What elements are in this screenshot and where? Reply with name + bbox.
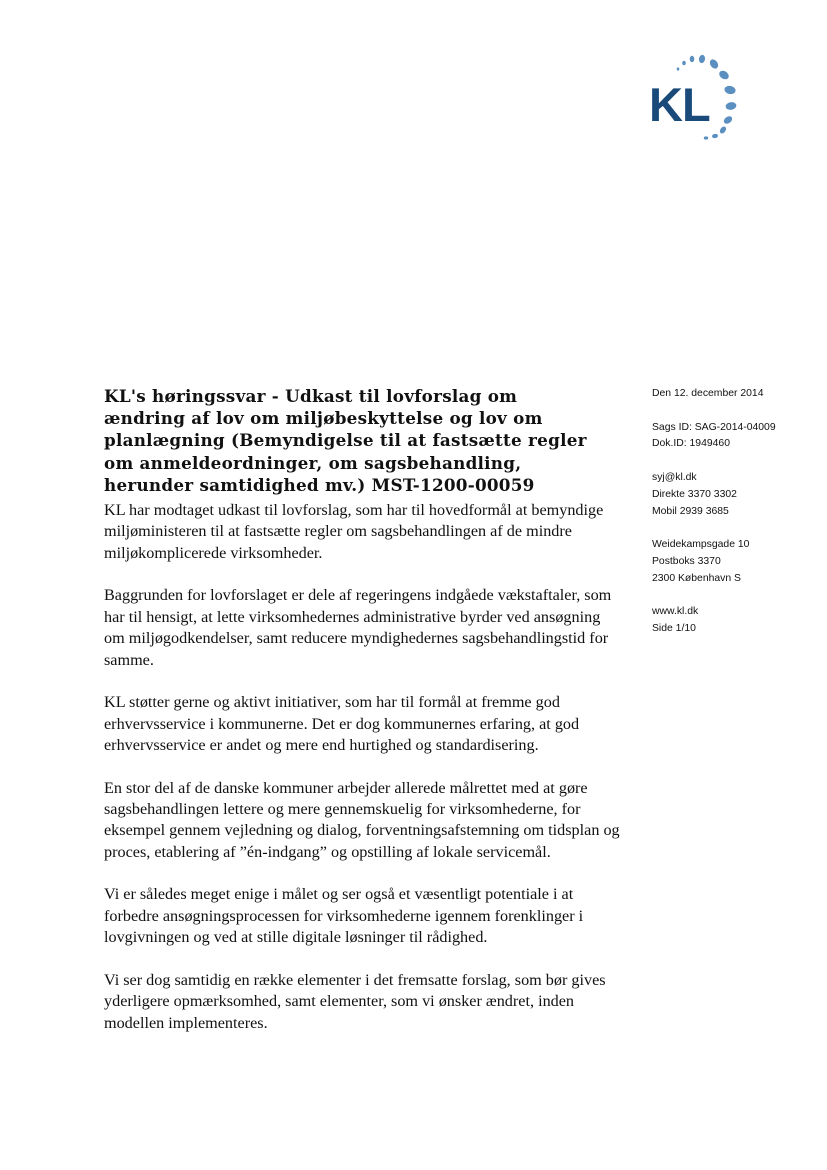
kl-logo [644, 52, 752, 142]
page-number: Side 1/10 [652, 623, 696, 635]
contact-email[interactable]: syj@kl.dk [652, 471, 697, 483]
case-id: Sags ID: SAG-2014-04009 [652, 421, 776, 433]
website-link[interactable]: www.kl.dk [652, 606, 699, 618]
postal-city: 2300 København S [652, 572, 741, 584]
address-group [652, 537, 817, 587]
logo-text: KL [649, 78, 710, 131]
mobile-phone: Mobil 2939 3685 [652, 505, 729, 517]
document-title: KL's høringssvar - Udkast til lovforslag om ændring af lov om miljøbeskyttelse og lov om planlægning (Bemyndigelse til at fastsætte regler om anmeldeordninger, om sagsbehandling, herunder samtidighed mv.) MST-1200-00059 [104, 386, 587, 495]
paragraph-6: Vi ser dog samtidig en række elementer i det fremsatte forslag, som bør gives yderligere opmærksomhed, samt elementer, som vi ønsker ændret, inden modellen implementeres. [104, 970, 606, 1032]
id-group [652, 420, 817, 454]
street-address: Weidekampsgade 10 [652, 539, 750, 551]
po-box: Postboks 3370 [652, 555, 721, 567]
direct-phone: Direkte 3370 3302 [652, 488, 737, 500]
document-id: Dok.ID: 1949460 [652, 438, 730, 450]
web-group [652, 604, 817, 638]
paragraph-2: Baggrunden for lovforslaget er dele af regeringens indgåede vækstaftaler, som har til hensigt, at lette virksomhedernes administrative byrder ved ansøgning om miljøgodkendelser, samt reducere myndighedernes sagsbehandlingstid for samme. [104, 586, 612, 669]
document-date: Den 12. december 2014 [652, 388, 764, 399]
metadata-sidebar [652, 386, 817, 655]
paragraph-4: En stor del af de danske kommuner arbejder allerede målrettet med at gøre sagsbehandlingen lettere og mere gennemskuelig for virksomhederne, for eksempel gennem vejledning og dialog, forventningsafstemning om tidsplan og proces, etablering af ”én-indgang” og opstilling af lokale servicemål. [104, 778, 620, 861]
document-body [104, 500, 624, 1055]
paragraph-3: KL støtter gerne og aktivt initiativer, som har til formål at fremme god erhvervsservice i kommunerne. Det er dog kommunernes erfaring, at god erhvervsservice er andet og mere end hurtighed og standardisering. [104, 693, 580, 755]
contact-group [652, 470, 817, 520]
date-group [652, 386, 817, 403]
paragraph-1: KL har modtaget udkast til lovforslag, som har til hovedformål at bemyndige miljøministeren til at fastsætte regler om sagsbehandlingen af de mindre miljøkomplicerede virksomheder. [104, 501, 604, 562]
paragraph-5: Vi er således meget enige i målet og ser også et væsentligt potentiale i at forbedre ansøgningsprocessen for virksomhederne igennem forenklinger i lovgivningen og ved at stille digitale løsninger til rådighed. [104, 885, 584, 947]
